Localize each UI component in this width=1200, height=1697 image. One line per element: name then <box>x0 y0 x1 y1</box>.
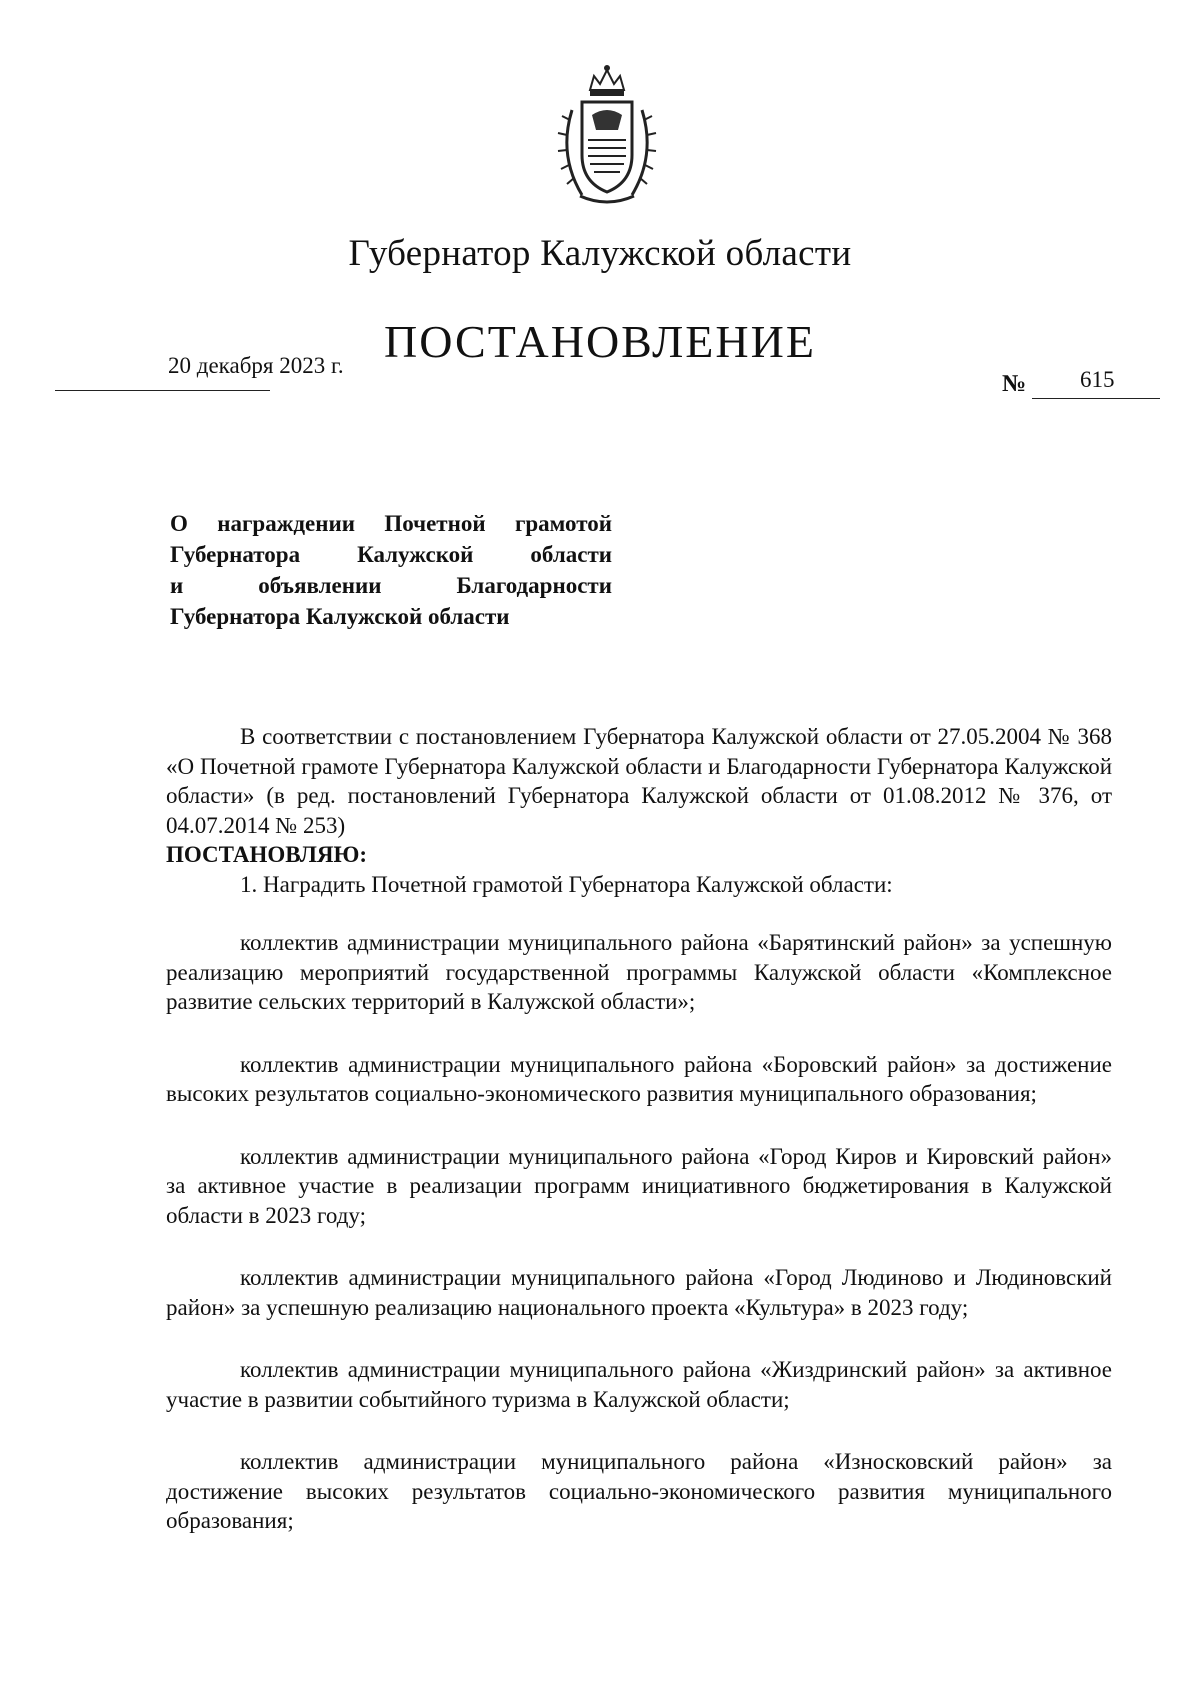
subject-line: Губернатора Калужской области <box>170 542 612 567</box>
kaluga-coat-of-arms-icon <box>552 60 662 210</box>
document-body <box>166 722 1112 1569</box>
authority-title: Губернатор Калужской области <box>348 233 852 274</box>
date-underline <box>55 390 270 391</box>
number-underline <box>1032 398 1160 399</box>
subject-line: Губернатора Калужской области <box>170 604 510 629</box>
award-item: коллектив администрации муниципального района «Износковский район» за достижение высоких результатов социально-экономического развития муниципального образования; <box>166 1449 1112 1533</box>
document-subject <box>170 508 612 632</box>
subject-line: и объявлении Благодарности <box>170 573 612 598</box>
award-item: коллектив администрации муниципального района «Город Людиново и Людиновский район» за успешную реализацию национального проекта «Культура» в 2023 году; <box>166 1265 1112 1320</box>
document-type: ПОСТАНОВЛЕНИЕ <box>384 316 816 367</box>
document-number: 615 <box>1080 367 1115 392</box>
subject-line: О награждении Почетной грамотой <box>170 511 612 536</box>
number-sign: № <box>1002 371 1027 397</box>
decree-word: ПОСТАНОВЛЯЮ: <box>166 842 368 867</box>
preamble-paragraph: В соответствии с постановлением Губернатора Калужской области от 27.05.2004 № 368 «О Почетной грамоте Губернатора Калужской области и Благодарности Губернатора Калужской области» (в ред. постановлений Губернатора Калужской области от 01.08.2012 № 376, от 04.07.2014 № 253) <box>166 724 1112 838</box>
award-item: коллектив администрации муниципального района «Жиздринский район» за активное участие в развитии событийного туризма в Калужской области; <box>166 1357 1112 1412</box>
award-item: коллектив администрации муниципального района «Город Киров и Кировский район» за активное участие в реализации программ инициативного бюджетирования в Калужской области в 2023 году; <box>166 1143 1112 1228</box>
point-1: 1. Наградить Почетной грамотой Губернатора Калужской области: <box>240 871 893 897</box>
document-date: 20 декабря 2023 г. <box>168 353 344 378</box>
award-item: коллектив администрации муниципального района «Барятинский район» за успешную реализацию мероприятий государственной программы Калужской области «Комплексное развитие сельских территорий в Калужской области»; <box>166 930 1112 1014</box>
award-item: коллектив администрации муниципального района «Боровский район» за достижение высоких результатов социально-экономического развития муниципального образования; <box>166 1051 1112 1106</box>
